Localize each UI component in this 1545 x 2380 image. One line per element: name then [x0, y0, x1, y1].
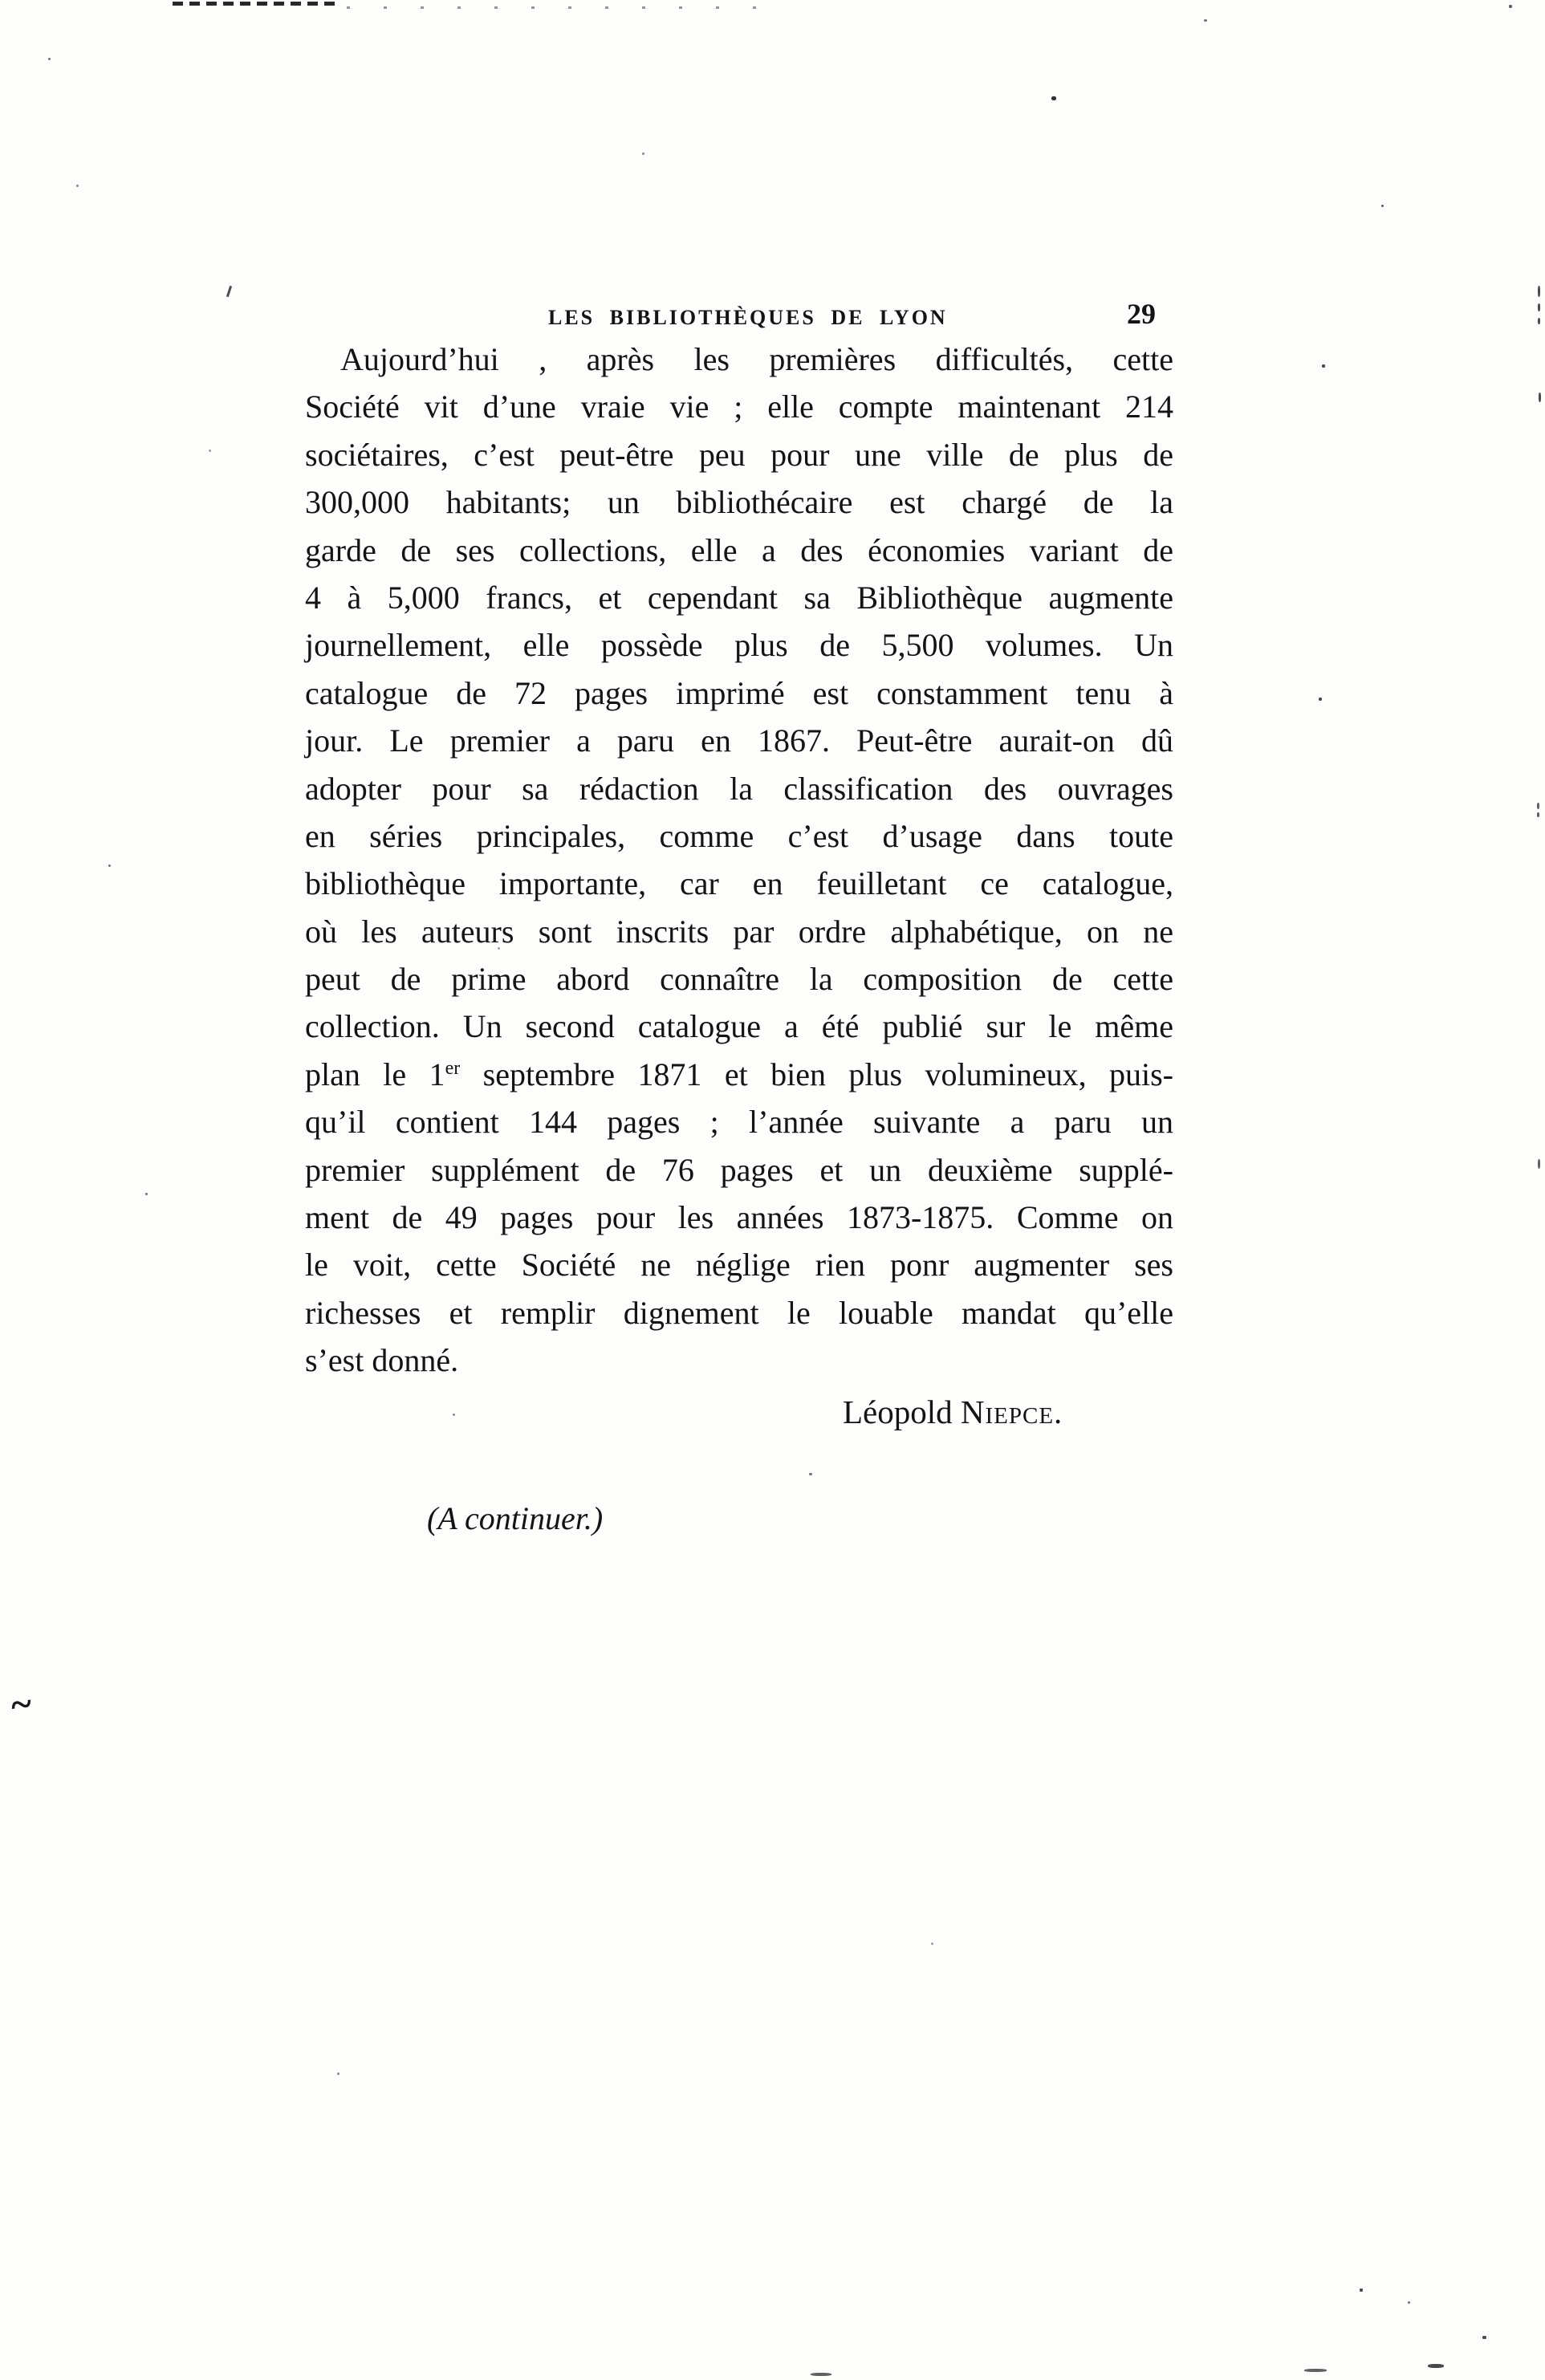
scan-speck: [1538, 318, 1540, 324]
text-line: garde de ses collections, elle a des économies variant de: [305, 531, 1173, 568]
scan-speck: [1538, 303, 1540, 311]
scan-speck: [76, 185, 79, 187]
scan-speck: [453, 1414, 455, 1416]
scan-speck: [1428, 2364, 1444, 2368]
scan-artifact-tick: [226, 286, 232, 297]
text-line: bibliothèque importante, car en feuilletant ce catalogue,: [305, 865, 1173, 902]
text-line: Société vit d’une vraie vie ; elle compte maintenant 214: [305, 389, 1173, 425]
text-line: premier supplément de 76 pages et un deuxième supplé-: [305, 1151, 1173, 1188]
scan-speck: [811, 2373, 831, 2376]
scan-speck: [1408, 2301, 1410, 2304]
scan-speck: [209, 450, 211, 452]
text-line: plan le 1er septembre 1871 et bien plus volumineux, puis-: [305, 1056, 1173, 1092]
scan-speck: [1538, 1159, 1540, 1169]
scan-speck: [931, 1943, 933, 1945]
scan-speck: [1204, 19, 1207, 22]
scan-speck: [1360, 2288, 1363, 2292]
scan-speck: [1537, 812, 1539, 817]
text-line: le voit, cette Société ne néglige rien ponr augmenter ses: [305, 1247, 1173, 1284]
scan-speck: [1322, 364, 1325, 368]
scan-speck: [642, 153, 644, 155]
body-text-block: [305, 336, 1173, 1385]
text-line: richesses et remplir dignement le louable mandat qu’elle: [305, 1294, 1173, 1331]
scan-speck: [1482, 2336, 1486, 2339]
text-line: 4 à 5,000 francs, et cependant sa Bibliothèque augmente: [305, 579, 1173, 616]
scan-artifact-tilde: ~: [9, 1682, 34, 1727]
scan-speck: [1538, 286, 1540, 297]
text-line: ment de 49 pages pour les années 1873-1875. Comme on: [305, 1199, 1173, 1236]
text-line: Aujourd’hui , après les premières difficultés, cette: [340, 341, 1173, 377]
running-header-title: LES BIBLIOTHÈQUES DE LYON: [548, 306, 948, 329]
scan-speck: [809, 1473, 812, 1475]
text-line: où les auteurs sont inscrits par ordre alphabétique, on ne: [305, 913, 1173, 950]
continuation-note: (A continuer.): [427, 1500, 604, 1536]
text-line: jour. Le premier a paru en 1867. Peut-être aurait-on dû: [305, 722, 1173, 759]
text-line: qu’il contient 144 pages ; l’année suivante a paru un: [305, 1104, 1173, 1141]
scan-speck: [1381, 205, 1384, 207]
scan-speck: [1051, 96, 1056, 100]
scan-speck: [145, 1193, 148, 1195]
text-line: adopter pour sa rédaction la classification des ouvrages: [305, 770, 1173, 807]
text-line: journellement, elle possède plus de 5,500 volumes. Un: [305, 627, 1173, 664]
scan-speck: [1509, 5, 1512, 8]
text-line: catalogue de 72 pages imprimé est constamment tenu à: [305, 674, 1173, 711]
text-line: collection. Un second catalogue a été publié sur le même: [305, 1008, 1173, 1045]
text-line: 300,000 habitants; un bibliothécaire est chargé de la: [305, 484, 1173, 521]
scan-speck: [1304, 2369, 1327, 2372]
scan-artifact-top-dots: [347, 6, 780, 9]
scan-speck: [337, 2073, 339, 2075]
scan-speck: [108, 865, 111, 867]
text-line: s’est donné.: [305, 1342, 459, 1379]
text-line: peut de prime abord connaître la composition de cette: [305, 961, 1173, 998]
author-last-name: Niepce.: [960, 1393, 1063, 1430]
scan-artifact-top-dashes: [173, 2, 339, 6]
scan-speck: [48, 58, 51, 60]
ordinal-superscript: er: [445, 1057, 461, 1079]
author-signature: [843, 1393, 1063, 1431]
page-number: 29: [1127, 298, 1156, 330]
text-line: sociétaires, c’est peut-être peu pour une ville de plus de: [305, 436, 1173, 473]
scan-speck: [1319, 698, 1322, 701]
author-first-name: Léopold: [843, 1393, 961, 1430]
scan-speck: [1539, 393, 1541, 402]
text-line: en séries principales, comme c’est d’usage dans toute: [305, 817, 1173, 854]
scan-speck: [1537, 803, 1539, 809]
